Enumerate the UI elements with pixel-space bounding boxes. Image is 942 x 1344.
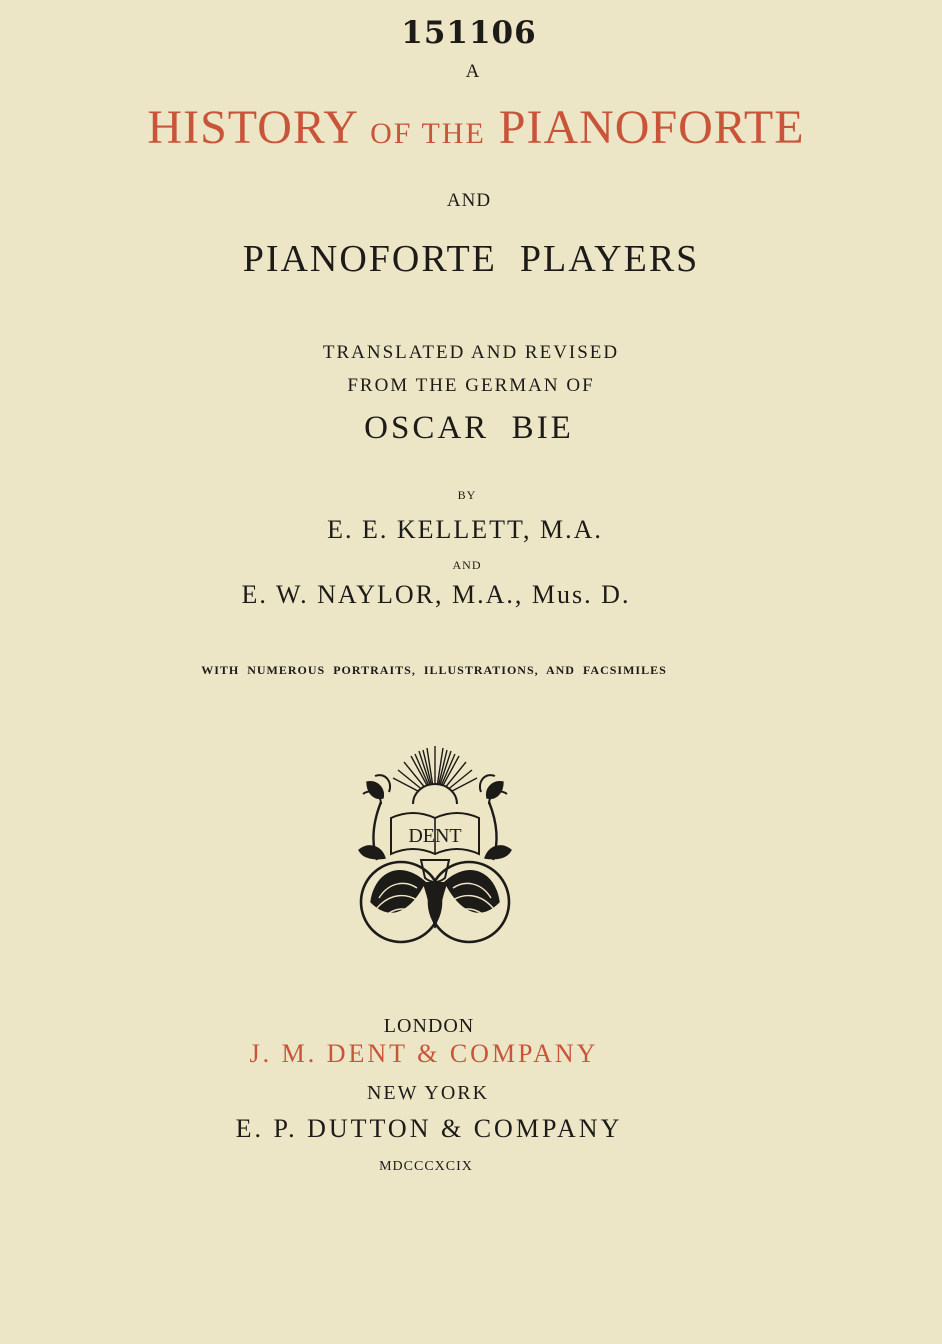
translator-naylor: E. W. NAYLOR, M.A., Mus. D. (241, 580, 631, 609)
translator-conjunction: AND (452, 558, 482, 572)
printer-mark-logo (355, 742, 515, 948)
subtitle: PIANOFORTE PLAYERS (242, 238, 700, 280)
main-title (5, 101, 942, 154)
imprint-publisher-dutton: E. P. DUTTON & COMPANY (235, 1114, 623, 1143)
imprint-publisher-dent: J. M. DENT & COMPANY (249, 1039, 599, 1068)
translated-line: TRANSLATED AND REVISED (322, 342, 620, 363)
title-part-history: HISTORY (147, 101, 358, 154)
conjunction-and: AND (446, 190, 492, 211)
accession-number: 151106 (401, 15, 537, 51)
printer-mark-text: DENT (408, 825, 462, 847)
title-article: A (465, 61, 481, 82)
imprint-city-london: LONDON (383, 1015, 475, 1037)
title-part-of-the: OF THE (370, 117, 486, 150)
from-german-line: FROM THE GERMAN OF (347, 375, 595, 396)
original-author: OSCAR BIE (364, 410, 574, 446)
by-label: BY (457, 488, 477, 502)
imprint-year: MDCCCXCIX (379, 1159, 473, 1174)
illustrations-note: WITH NUMEROUS PORTRAITS, ILLUSTRATIONS, AND FACSIMILES (201, 663, 667, 677)
title-part-pianoforte: PIANOFORTE (498, 101, 805, 154)
imprint-city-new-york: NEW YORK (366, 1082, 490, 1104)
translator-kellett: E. E. KELLETT, M.A. (327, 515, 603, 544)
